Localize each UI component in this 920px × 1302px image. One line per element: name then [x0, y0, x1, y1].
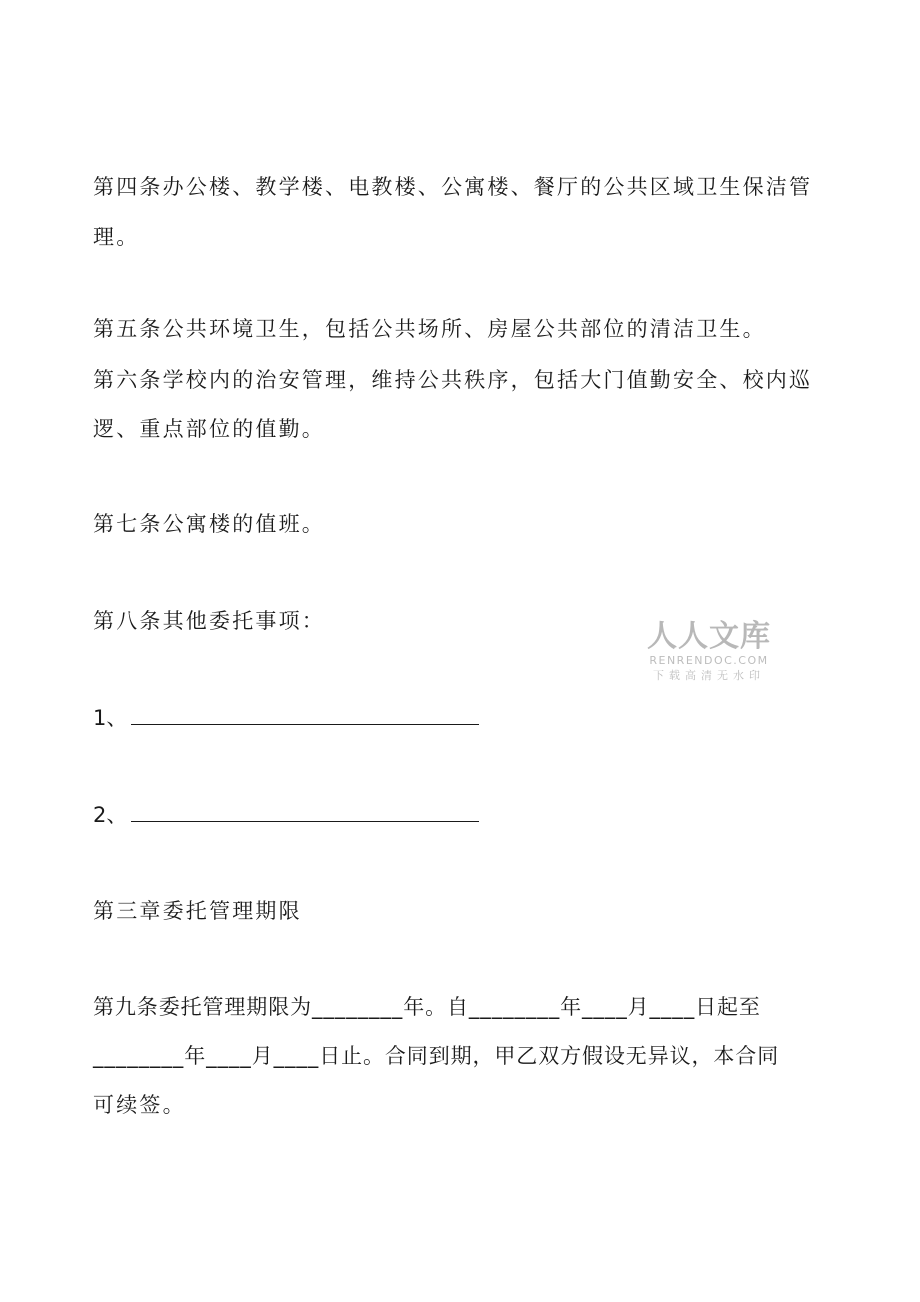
watermark-logo — [644, 620, 774, 683]
item-1-number: 1、 — [93, 706, 128, 730]
article-7: 第七条公寓楼的值班。 — [93, 512, 325, 536]
article-8: 第八条其他委托事项： — [93, 609, 325, 633]
item-2-blank — [131, 803, 479, 822]
watermark-domain: RENRENDOC.COM — [649, 654, 769, 667]
article-9-line-1: 第九条委托管理期限为________年。自________年____月____日起至 — [93, 995, 761, 1019]
watermark-title: 人人文库 — [647, 619, 771, 654]
article-4-line-2: 理。 — [93, 225, 140, 249]
item-2 — [93, 800, 479, 830]
item-1 — [93, 703, 479, 733]
item-1-blank — [131, 706, 479, 725]
article-9-line-2: ________年____月____日止。合同到期，甲乙双方假设无异议，本合同 — [93, 1044, 780, 1068]
article-9-line-3: 可续签。 — [93, 1093, 186, 1117]
article-6-line-1: 第六条学校内的治安管理，维持公共秩序，包括大门值勤安全、校内巡 — [93, 368, 813, 392]
item-2-number: 2、 — [93, 803, 128, 827]
article-6-line-2: 逻、重点部位的值勤。 — [93, 417, 325, 441]
chapter-3-heading: 第三章委托管理期限 — [93, 899, 302, 923]
article-5: 第五条公共环境卫生，包括公共场所、房屋公共部位的清洁卫生。 — [93, 317, 766, 341]
watermark-subtitle: 下载高清无水印 — [653, 669, 765, 682]
article-4-line-1: 第四条办公楼、教学楼、电教楼、公寓楼、餐厅的公共区域卫生保洁管 — [93, 175, 813, 199]
